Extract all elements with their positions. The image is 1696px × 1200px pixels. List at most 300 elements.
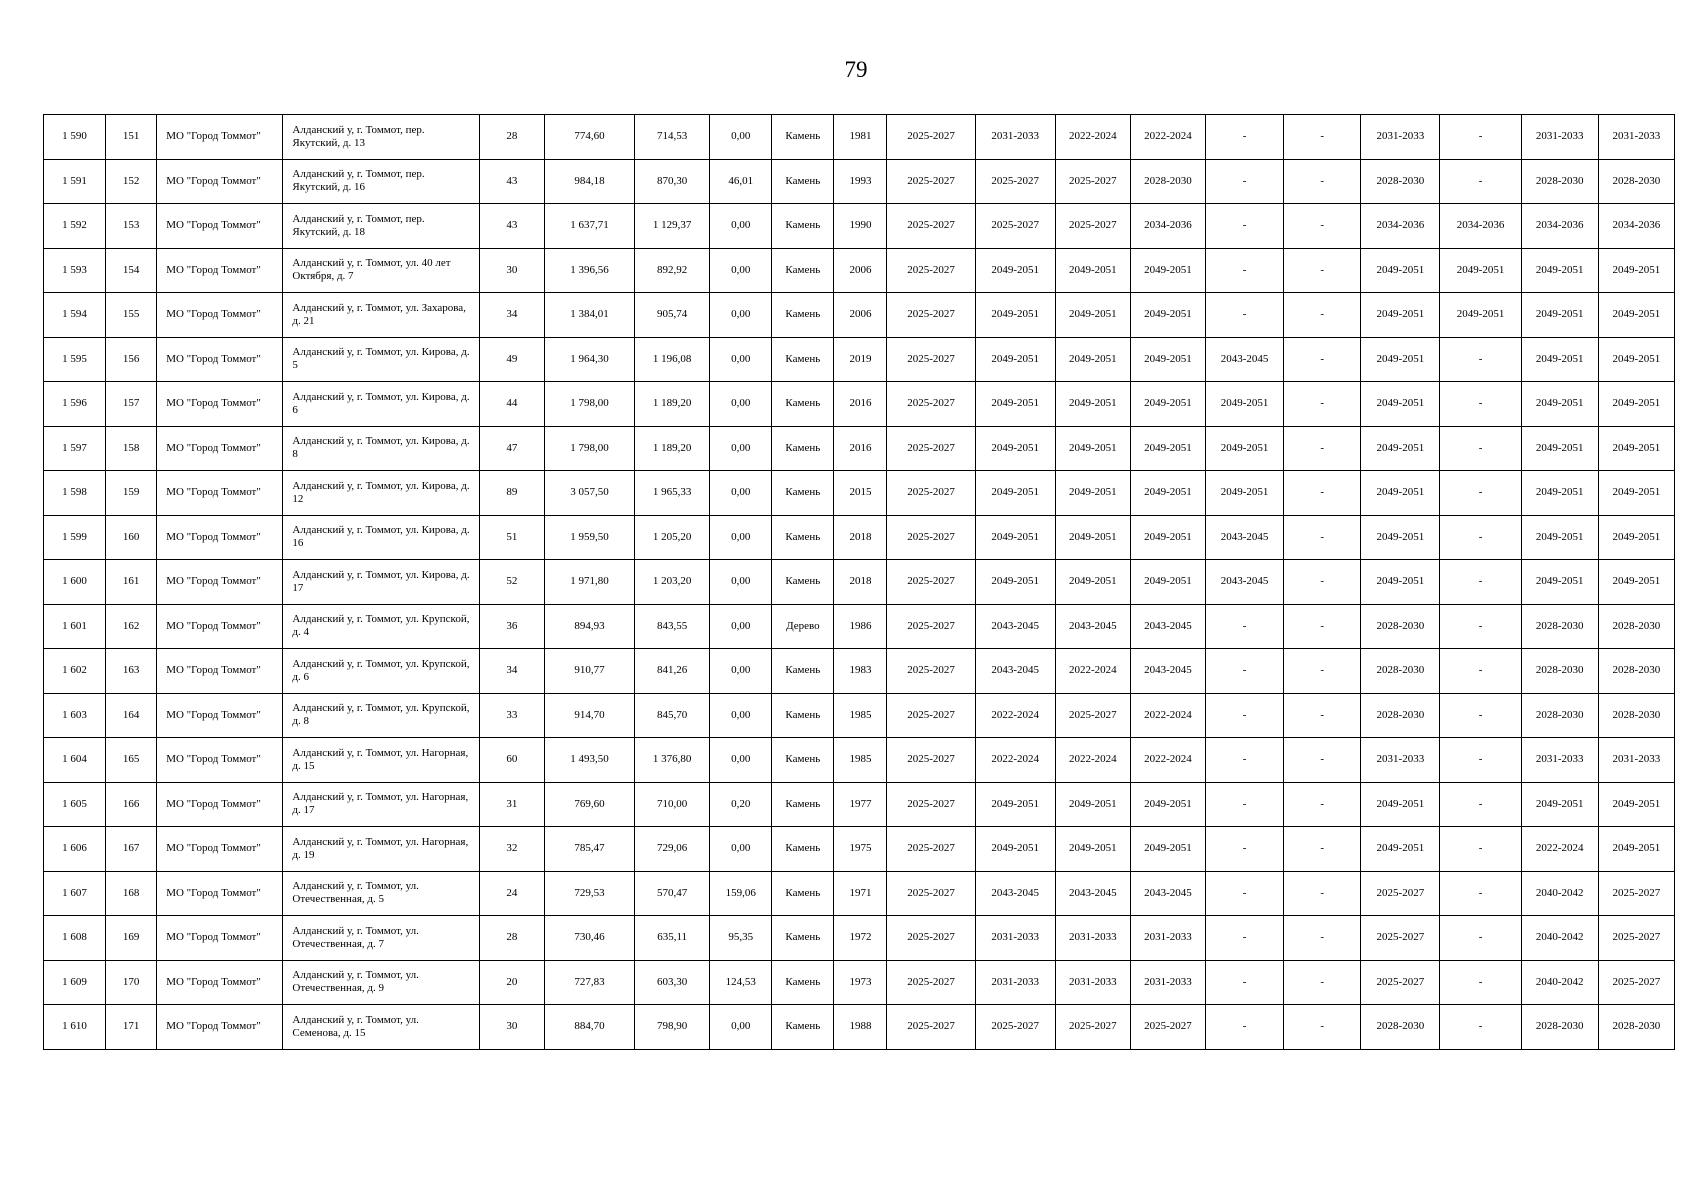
period-cell: 2049-2051 [1361, 827, 1440, 872]
period-cell: 2025-2027 [1361, 916, 1440, 961]
apartments-cell: 47 [479, 426, 544, 471]
period-cell: 2049-2051 [1055, 560, 1130, 605]
period-cell: 2049-2051 [975, 827, 1055, 872]
build-year-cell: 1973 [834, 960, 887, 1005]
period-cell: 2049-2051 [1598, 293, 1674, 338]
period-cell: - [1284, 649, 1361, 694]
period-cell: 2049-2051 [1361, 248, 1440, 293]
row-number-cell: 1 593 [44, 248, 106, 293]
table-row [44, 871, 1675, 916]
period-cell: - [1206, 115, 1284, 160]
residential-area-cell: 1 965,33 [635, 471, 710, 516]
period-cell: 2049-2051 [1055, 471, 1130, 516]
period-cell: 2049-2051 [1521, 382, 1598, 427]
address-cell: Алданский у, г. Томмот, ул. Крупской, д. 8 [283, 693, 479, 738]
period-cell: 2025-2027 [887, 1005, 975, 1050]
municipality-cell: МО "Город Томмот" [157, 204, 283, 249]
page-number: 79 [844, 57, 868, 82]
municipality-cell: МО "Город Томмот" [157, 1005, 283, 1050]
period-cell: 2049-2051 [1521, 337, 1598, 382]
table-row [44, 115, 1675, 160]
period-cell: 2049-2051 [1440, 293, 1521, 338]
build-year-cell: 2018 [834, 515, 887, 560]
period-cell: 2025-2027 [887, 693, 975, 738]
wall-material-cell: Камень [772, 693, 834, 738]
period-cell: 2049-2051 [1055, 827, 1130, 872]
municipality-cell: МО "Город Томмот" [157, 604, 283, 649]
period-cell: 2022-2024 [1055, 115, 1130, 160]
address-cell: Алданский у, г. Томмот, пер. Якутский, д. 13 [283, 115, 479, 160]
build-year-cell: 1990 [834, 204, 887, 249]
period-cell: 2031-2033 [1598, 115, 1674, 160]
period-cell: 2049-2051 [1361, 560, 1440, 605]
wall-material-cell: Камень [772, 827, 834, 872]
wall-material-cell: Дерево [772, 604, 834, 649]
period-cell: 2049-2051 [975, 471, 1055, 516]
build-year-cell: 1981 [834, 115, 887, 160]
apartments-cell: 28 [479, 115, 544, 160]
period-cell: 2043-2045 [1055, 871, 1130, 916]
housing-register-table [43, 114, 1675, 1050]
total-area-cell: 729,53 [544, 871, 634, 916]
period-cell: 2049-2051 [975, 426, 1055, 471]
row-number-cell: 1 595 [44, 337, 106, 382]
total-area-cell: 1 964,30 [544, 337, 634, 382]
period-cell: 2049-2051 [975, 293, 1055, 338]
total-area-cell: 914,70 [544, 693, 634, 738]
register-body [44, 115, 1675, 1050]
municipality-cell: МО "Город Томмот" [157, 337, 283, 382]
residential-area-cell: 729,06 [635, 827, 710, 872]
period-cell: 2049-2051 [1130, 248, 1205, 293]
build-year-cell: 1988 [834, 1005, 887, 1050]
period-cell: 2049-2051 [1521, 782, 1598, 827]
municipality-cell: МО "Город Томмот" [157, 159, 283, 204]
period-cell: 2049-2051 [1206, 471, 1284, 516]
nonresidential-area-cell: 0,00 [710, 827, 772, 872]
municipality-cell: МО "Город Томмот" [157, 916, 283, 961]
total-area-cell: 894,93 [544, 604, 634, 649]
period-cell: 2022-2024 [1130, 115, 1205, 160]
period-cell: 2025-2027 [1361, 960, 1440, 1005]
municipality-cell: МО "Город Томмот" [157, 782, 283, 827]
residential-area-cell: 570,47 [635, 871, 710, 916]
municipality-cell: МО "Город Томмот" [157, 382, 283, 427]
period-cell: - [1440, 649, 1521, 694]
local-number-cell: 151 [106, 115, 157, 160]
period-cell: - [1206, 960, 1284, 1005]
period-cell: - [1440, 471, 1521, 516]
nonresidential-area-cell: 0,20 [710, 782, 772, 827]
period-cell: - [1284, 738, 1361, 783]
apartments-cell: 33 [479, 693, 544, 738]
local-number-cell: 169 [106, 916, 157, 961]
period-cell: - [1284, 293, 1361, 338]
nonresidential-area-cell: 0,00 [710, 560, 772, 605]
local-number-cell: 168 [106, 871, 157, 916]
period-cell: 2025-2027 [887, 515, 975, 560]
period-cell: 2034-2036 [1598, 204, 1674, 249]
period-cell: 2049-2051 [975, 248, 1055, 293]
period-cell: 2049-2051 [975, 782, 1055, 827]
period-cell: 2025-2027 [887, 471, 975, 516]
period-cell: 2022-2024 [1521, 827, 1598, 872]
period-cell: - [1206, 738, 1284, 783]
period-cell: 2028-2030 [1361, 159, 1440, 204]
municipality-cell: МО "Город Томмот" [157, 248, 283, 293]
period-cell: 2025-2027 [887, 248, 975, 293]
local-number-cell: 157 [106, 382, 157, 427]
period-cell: 2043-2045 [1206, 560, 1284, 605]
period-cell: - [1206, 248, 1284, 293]
residential-area-cell: 841,26 [635, 649, 710, 694]
local-number-cell: 162 [106, 604, 157, 649]
period-cell: 2049-2051 [1055, 426, 1130, 471]
period-cell: - [1284, 115, 1361, 160]
address-cell: Алданский у, г. Томмот, пер. Якутский, д. 18 [283, 204, 479, 249]
period-cell: - [1284, 159, 1361, 204]
total-area-cell: 785,47 [544, 827, 634, 872]
wall-material-cell: Камень [772, 204, 834, 249]
period-cell: - [1440, 827, 1521, 872]
period-cell: 2031-2033 [975, 115, 1055, 160]
period-cell: 2049-2051 [1598, 560, 1674, 605]
local-number-cell: 152 [106, 159, 157, 204]
period-cell: - [1440, 515, 1521, 560]
address-cell: Алданский у, г. Томмот, ул. 40 лет Октября, д. 7 [283, 248, 479, 293]
period-cell: 2025-2027 [887, 159, 975, 204]
period-cell: 2043-2045 [975, 871, 1055, 916]
period-cell: - [1284, 871, 1361, 916]
period-cell: 2022-2024 [1130, 738, 1205, 783]
period-cell: 2049-2051 [1055, 382, 1130, 427]
period-cell: 2028-2030 [1521, 693, 1598, 738]
total-area-cell: 1 396,56 [544, 248, 634, 293]
wall-material-cell: Камень [772, 560, 834, 605]
residential-area-cell: 843,55 [635, 604, 710, 649]
period-cell: - [1206, 649, 1284, 694]
build-year-cell: 1972 [834, 916, 887, 961]
nonresidential-area-cell: 0,00 [710, 115, 772, 160]
wall-material-cell: Камень [772, 916, 834, 961]
total-area-cell: 910,77 [544, 649, 634, 694]
local-number-cell: 156 [106, 337, 157, 382]
period-cell: 2049-2051 [1361, 782, 1440, 827]
wall-material-cell: Камень [772, 248, 834, 293]
period-cell: 2025-2027 [887, 916, 975, 961]
period-cell: 2049-2051 [1206, 382, 1284, 427]
period-cell: - [1284, 1005, 1361, 1050]
apartments-cell: 60 [479, 738, 544, 783]
period-cell: - [1206, 604, 1284, 649]
period-cell: 2049-2051 [1130, 471, 1205, 516]
build-year-cell: 1993 [834, 159, 887, 204]
nonresidential-area-cell: 0,00 [710, 604, 772, 649]
row-number-cell: 1 590 [44, 115, 106, 160]
period-cell: 2031-2033 [975, 916, 1055, 961]
period-cell: 2049-2051 [1130, 382, 1205, 427]
build-year-cell: 2006 [834, 293, 887, 338]
total-area-cell: 1 384,01 [544, 293, 634, 338]
municipality-cell: МО "Город Томмот" [157, 471, 283, 516]
period-cell: 2025-2027 [887, 604, 975, 649]
period-cell: - [1284, 560, 1361, 605]
period-cell: - [1284, 693, 1361, 738]
residential-area-cell: 710,00 [635, 782, 710, 827]
municipality-cell: МО "Город Томмот" [157, 871, 283, 916]
period-cell: - [1284, 916, 1361, 961]
period-cell: - [1284, 515, 1361, 560]
period-cell: - [1206, 159, 1284, 204]
address-cell: Алданский у, г. Томмот, ул. Кирова, д. 6 [283, 382, 479, 427]
period-cell: 2049-2051 [1055, 515, 1130, 560]
period-cell: - [1440, 382, 1521, 427]
address-cell: Алданский у, г. Томмот, ул. Кирова, д. 12 [283, 471, 479, 516]
nonresidential-area-cell: 0,00 [710, 204, 772, 249]
table-row [44, 782, 1675, 827]
nonresidential-area-cell: 0,00 [710, 471, 772, 516]
wall-material-cell: Камень [772, 382, 834, 427]
nonresidential-area-cell: 0,00 [710, 248, 772, 293]
local-number-cell: 160 [106, 515, 157, 560]
apartments-cell: 36 [479, 604, 544, 649]
period-cell: 2049-2051 [1598, 426, 1674, 471]
period-cell: - [1440, 738, 1521, 783]
period-cell: 2022-2024 [975, 738, 1055, 783]
period-cell: 2031-2033 [1521, 115, 1598, 160]
period-cell: 2028-2030 [1361, 1005, 1440, 1050]
address-cell: Алданский у, г. Томмот, пер. Якутский, д. 16 [283, 159, 479, 204]
period-cell: 2022-2024 [1055, 738, 1130, 783]
table-row [44, 960, 1675, 1005]
period-cell: - [1440, 693, 1521, 738]
period-cell: 2049-2051 [1521, 426, 1598, 471]
period-cell: 2031-2033 [1361, 738, 1440, 783]
municipality-cell: МО "Город Томмот" [157, 827, 283, 872]
total-area-cell: 1 971,80 [544, 560, 634, 605]
period-cell: - [1440, 782, 1521, 827]
residential-area-cell: 1 129,37 [635, 204, 710, 249]
period-cell: 2049-2051 [1521, 515, 1598, 560]
period-cell: 2031-2033 [1130, 960, 1205, 1005]
local-number-cell: 167 [106, 827, 157, 872]
build-year-cell: 1985 [834, 693, 887, 738]
build-year-cell: 2006 [834, 248, 887, 293]
total-area-cell: 727,83 [544, 960, 634, 1005]
row-number-cell: 1 600 [44, 560, 106, 605]
period-cell: 2025-2027 [975, 1005, 1055, 1050]
period-cell: 2028-2030 [1598, 604, 1674, 649]
period-cell: 2025-2027 [887, 204, 975, 249]
local-number-cell: 153 [106, 204, 157, 249]
period-cell: - [1440, 871, 1521, 916]
period-cell: 2040-2042 [1521, 916, 1598, 961]
row-number-cell: 1 610 [44, 1005, 106, 1050]
period-cell: 2049-2051 [975, 382, 1055, 427]
address-cell: Алданский у, г. Томмот, ул. Захарова, д. 21 [283, 293, 479, 338]
municipality-cell: МО "Город Томмот" [157, 560, 283, 605]
local-number-cell: 154 [106, 248, 157, 293]
local-number-cell: 158 [106, 426, 157, 471]
period-cell: 2049-2051 [1440, 248, 1521, 293]
period-cell: 2025-2027 [887, 649, 975, 694]
period-cell: 2049-2051 [975, 560, 1055, 605]
period-cell: - [1206, 827, 1284, 872]
period-cell: - [1284, 382, 1361, 427]
period-cell: 2043-2045 [1055, 604, 1130, 649]
table-row [44, 204, 1675, 249]
residential-area-cell: 1 205,20 [635, 515, 710, 560]
period-cell: - [1440, 115, 1521, 160]
build-year-cell: 1986 [834, 604, 887, 649]
residential-area-cell: 603,30 [635, 960, 710, 1005]
period-cell: 2049-2051 [1130, 827, 1205, 872]
nonresidential-area-cell: 0,00 [710, 1005, 772, 1050]
address-cell: Алданский у, г. Томмот, ул. Отечественная, д. 5 [283, 871, 479, 916]
period-cell: 2040-2042 [1521, 871, 1598, 916]
municipality-cell: МО "Город Томмот" [157, 738, 283, 783]
build-year-cell: 2015 [834, 471, 887, 516]
residential-area-cell: 1 189,20 [635, 382, 710, 427]
municipality-cell: МО "Город Томмот" [157, 693, 283, 738]
total-area-cell: 984,18 [544, 159, 634, 204]
period-cell: 2049-2051 [1206, 426, 1284, 471]
period-cell: 2049-2051 [1361, 515, 1440, 560]
period-cell: 2025-2027 [887, 782, 975, 827]
period-cell: - [1440, 916, 1521, 961]
period-cell: 2025-2027 [1055, 693, 1130, 738]
table-row [44, 693, 1675, 738]
period-cell: 2049-2051 [1521, 471, 1598, 516]
address-cell: Алданский у, г. Томмот, ул. Кирова, д. 16 [283, 515, 479, 560]
local-number-cell: 161 [106, 560, 157, 605]
period-cell: 2025-2027 [1055, 204, 1130, 249]
period-cell: 2043-2045 [1206, 337, 1284, 382]
municipality-cell: МО "Город Томмот" [157, 115, 283, 160]
table-row [44, 382, 1675, 427]
nonresidential-area-cell: 0,00 [710, 293, 772, 338]
table-row [44, 248, 1675, 293]
period-cell: 2049-2051 [1055, 293, 1130, 338]
period-cell: 2025-2027 [975, 159, 1055, 204]
total-area-cell: 1 959,50 [544, 515, 634, 560]
row-number-cell: 1 591 [44, 159, 106, 204]
row-number-cell: 1 602 [44, 649, 106, 694]
period-cell: 2028-2030 [1521, 604, 1598, 649]
build-year-cell: 2016 [834, 426, 887, 471]
address-cell: Алданский у, г. Томмот, ул. Нагорная, д. 15 [283, 738, 479, 783]
period-cell: 2034-2036 [1521, 204, 1598, 249]
period-cell: 2025-2027 [887, 382, 975, 427]
nonresidential-area-cell: 95,35 [710, 916, 772, 961]
period-cell: 2049-2051 [1361, 337, 1440, 382]
period-cell: 2049-2051 [1598, 782, 1674, 827]
row-number-cell: 1 608 [44, 916, 106, 961]
period-cell: 2049-2051 [1055, 337, 1130, 382]
wall-material-cell: Камень [772, 426, 834, 471]
nonresidential-area-cell: 46,01 [710, 159, 772, 204]
period-cell: 2028-2030 [1521, 159, 1598, 204]
table-row [44, 649, 1675, 694]
period-cell: - [1440, 560, 1521, 605]
table-row [44, 293, 1675, 338]
period-cell: 2049-2051 [1598, 827, 1674, 872]
period-cell: 2043-2045 [1130, 649, 1205, 694]
period-cell: 2049-2051 [1361, 471, 1440, 516]
row-number-cell: 1 601 [44, 604, 106, 649]
period-cell: - [1206, 871, 1284, 916]
period-cell: - [1284, 426, 1361, 471]
build-year-cell: 1975 [834, 827, 887, 872]
address-cell: Алданский у, г. Томмот, ул. Отечественная, д. 9 [283, 960, 479, 1005]
period-cell: - [1206, 693, 1284, 738]
period-cell: 2043-2045 [975, 604, 1055, 649]
total-area-cell: 1 493,50 [544, 738, 634, 783]
period-cell: 2043-2045 [1206, 515, 1284, 560]
period-cell: 2049-2051 [1598, 248, 1674, 293]
apartments-cell: 51 [479, 515, 544, 560]
table-row [44, 426, 1675, 471]
local-number-cell: 159 [106, 471, 157, 516]
address-cell: Алданский у, г. Томмот, ул. Нагорная, д. 19 [283, 827, 479, 872]
apartments-cell: 43 [479, 159, 544, 204]
period-cell: - [1284, 337, 1361, 382]
period-cell: 2043-2045 [1130, 604, 1205, 649]
apartments-cell: 43 [479, 204, 544, 249]
period-cell: 2028-2030 [1598, 159, 1674, 204]
total-area-cell: 1 798,00 [544, 426, 634, 471]
period-cell: 2049-2051 [1521, 560, 1598, 605]
local-number-cell: 165 [106, 738, 157, 783]
residential-area-cell: 798,90 [635, 1005, 710, 1050]
period-cell: 2022-2024 [1130, 693, 1205, 738]
apartments-cell: 30 [479, 1005, 544, 1050]
address-cell: Алданский у, г. Томмот, ул. Семенова, д. 15 [283, 1005, 479, 1050]
residential-area-cell: 714,53 [635, 115, 710, 160]
residential-area-cell: 1 203,20 [635, 560, 710, 605]
period-cell: - [1206, 293, 1284, 338]
wall-material-cell: Камень [772, 738, 834, 783]
row-number-cell: 1 599 [44, 515, 106, 560]
period-cell: 2025-2027 [975, 204, 1055, 249]
period-cell: 2049-2051 [1598, 337, 1674, 382]
period-cell: - [1206, 204, 1284, 249]
period-cell: 2043-2045 [1130, 871, 1205, 916]
build-year-cell: 1971 [834, 871, 887, 916]
nonresidential-area-cell: 0,00 [710, 382, 772, 427]
wall-material-cell: Камень [772, 515, 834, 560]
wall-material-cell: Камень [772, 960, 834, 1005]
period-cell: - [1206, 782, 1284, 827]
address-cell: Алданский у, г. Томмот, ул. Отечественная, д. 7 [283, 916, 479, 961]
period-cell: 2049-2051 [1521, 248, 1598, 293]
period-cell: - [1284, 471, 1361, 516]
wall-material-cell: Камень [772, 159, 834, 204]
total-area-cell: 730,46 [544, 916, 634, 961]
apartments-cell: 89 [479, 471, 544, 516]
total-area-cell: 3 057,50 [544, 471, 634, 516]
table-row [44, 1005, 1675, 1050]
municipality-cell: МО "Город Томмот" [157, 960, 283, 1005]
table-row [44, 560, 1675, 605]
period-cell: 2040-2042 [1521, 960, 1598, 1005]
period-cell: 2034-2036 [1361, 204, 1440, 249]
wall-material-cell: Камень [772, 782, 834, 827]
period-cell: 2025-2027 [1055, 159, 1130, 204]
period-cell: - [1284, 248, 1361, 293]
period-cell: 2031-2033 [975, 960, 1055, 1005]
municipality-cell: МО "Город Томмот" [157, 649, 283, 694]
